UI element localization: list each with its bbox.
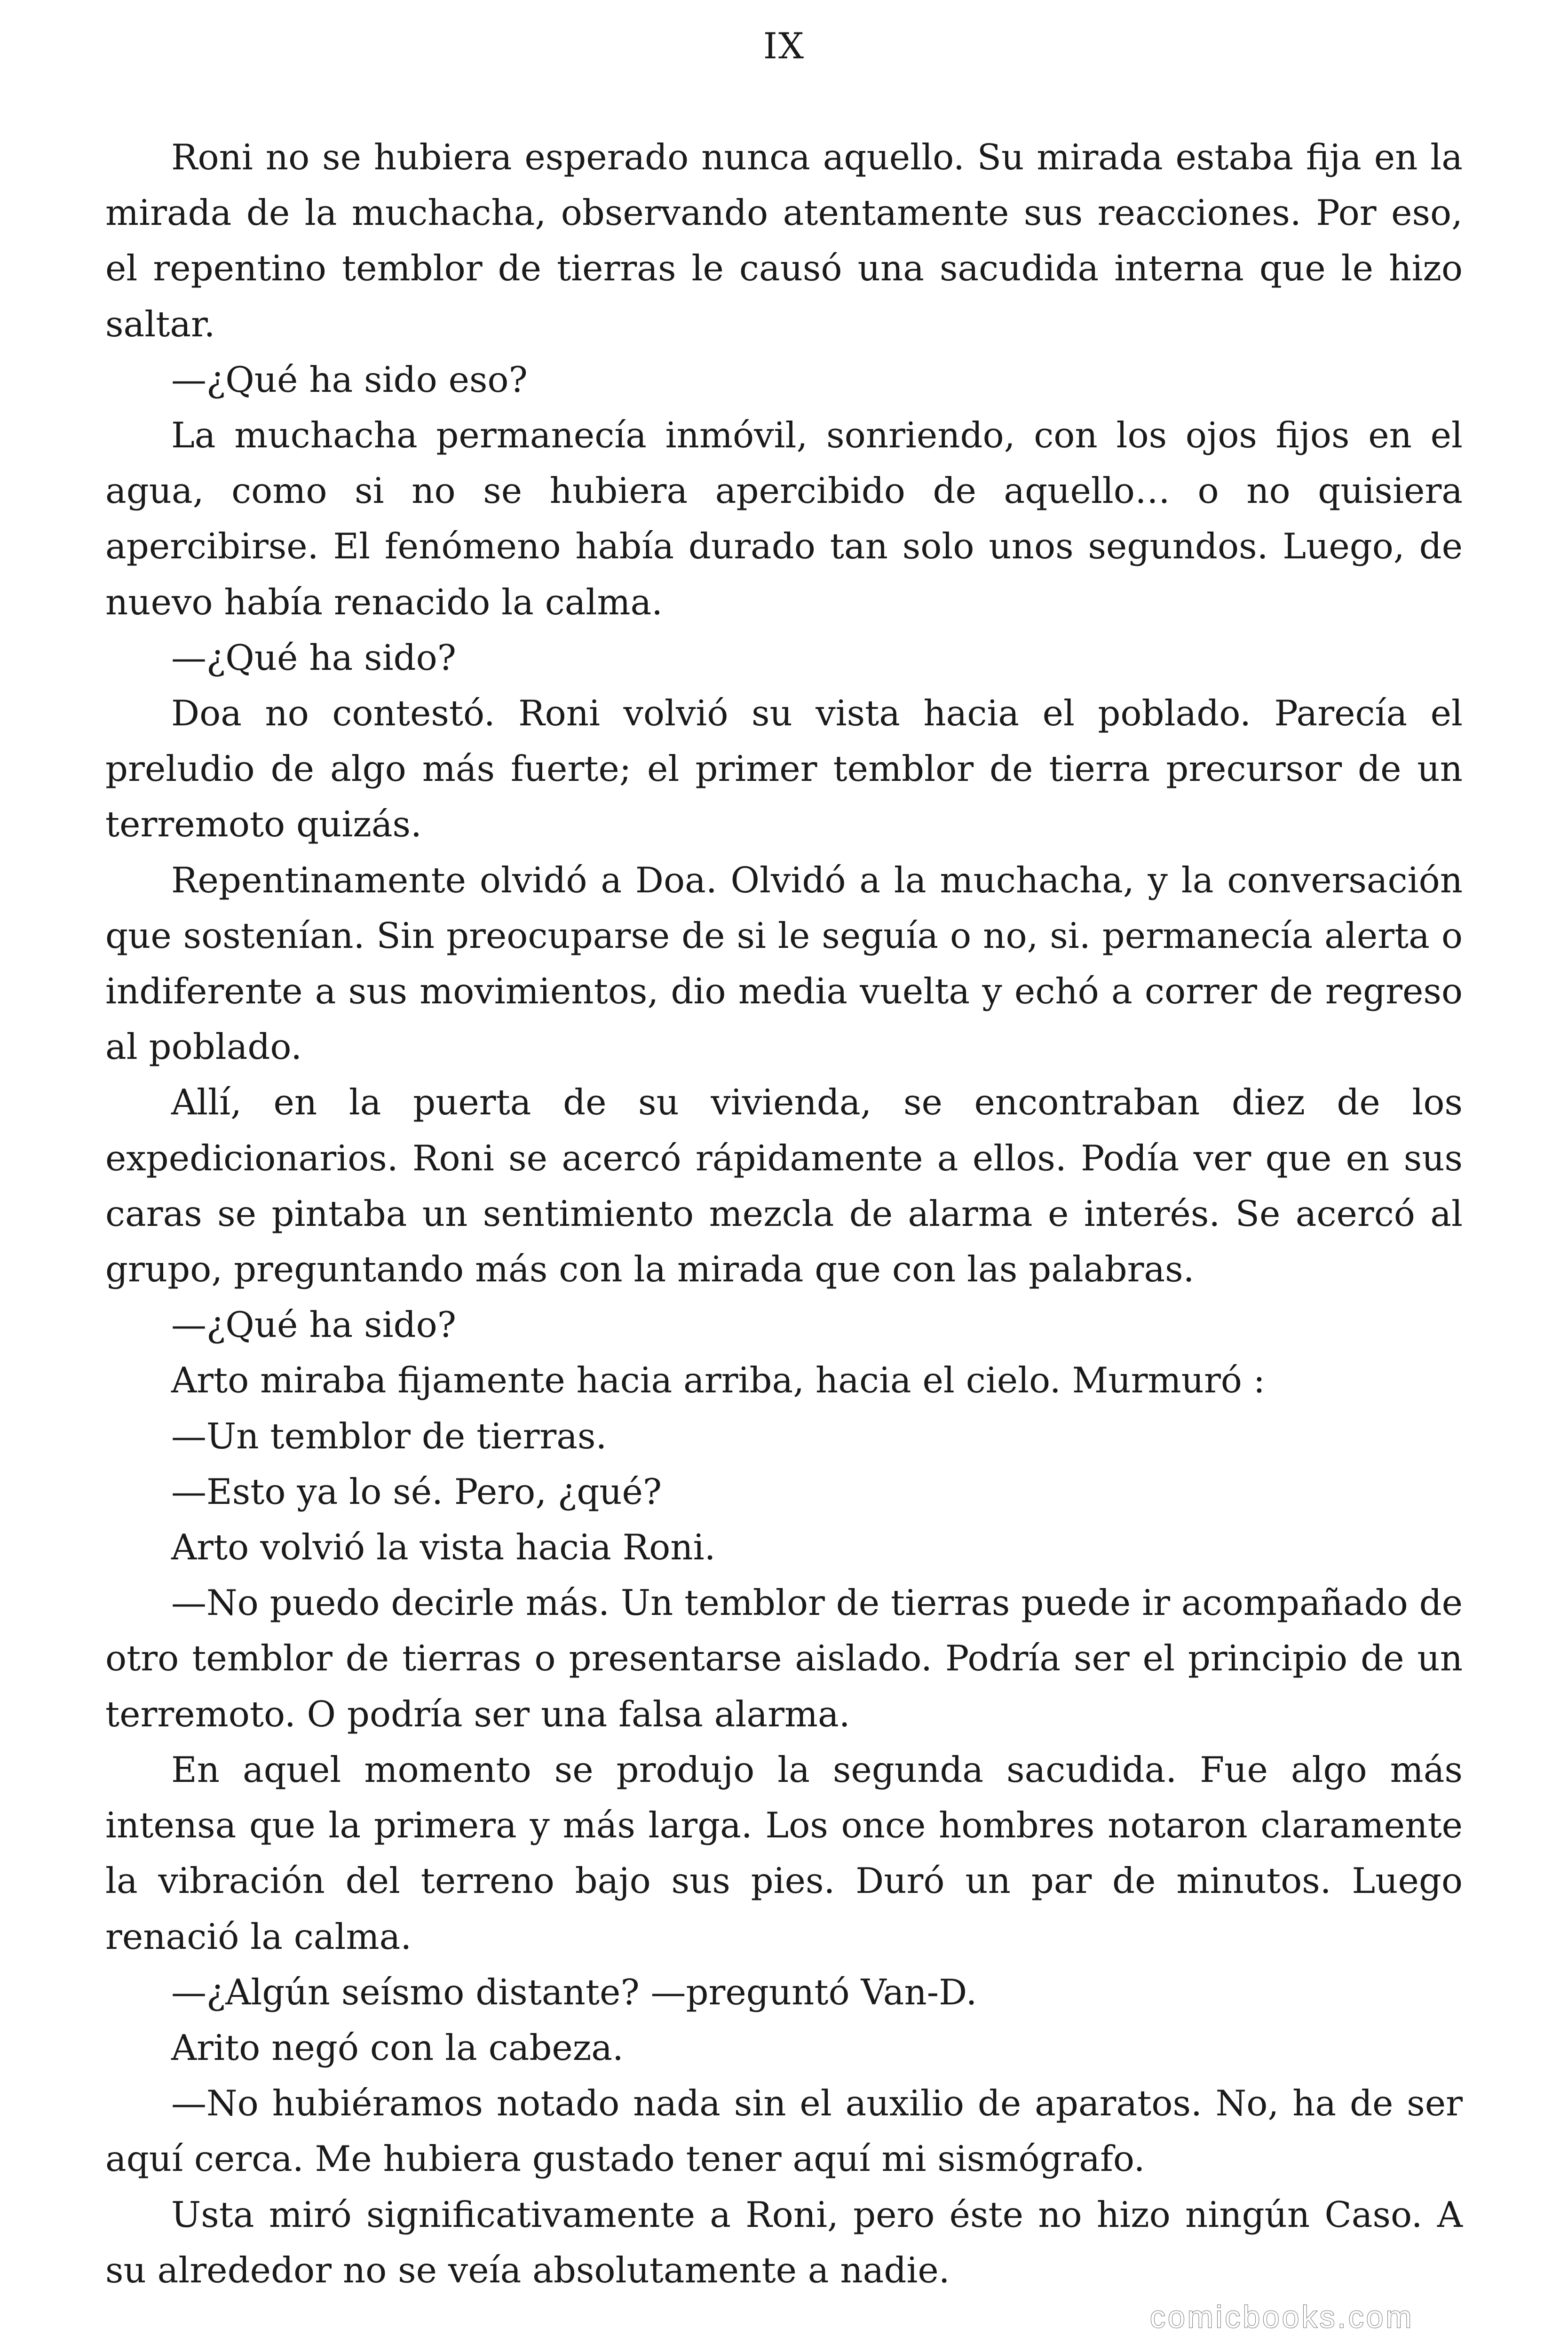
paragraph: La muchacha permanecía inmóvil, sonriendo, con los ojos fijos en el agua, como si no se hubiera apercibido de aquello… o no quisiera apercibirse. El fenómeno había durado tan solo unos segundos. Luego, de nuevo había renacido la calma.	[105, 414, 1463, 623]
dialogue-line: —No hubiéramos notado nada sin el auxilio de aparatos. No, ha de ser aquí cerca. Me hubiera gustado tener aquí mi sismógrafo.	[105, 2082, 1463, 2180]
dialogue-line: —Un temblor de tierras.	[171, 1415, 607, 1457]
chapter-heading: IX	[763, 25, 805, 67]
paragraph: Arto volvió la vista hacia Roni.	[171, 1526, 716, 1568]
dialogue-line: —Esto ya lo sé. Pero, ¿qué?	[171, 1470, 662, 1512]
dialogue-line: —¿Algún seísmo distante? —preguntó Van-D.	[171, 1971, 977, 2013]
dialogue-line: —¿Qué ha sido eso?	[171, 358, 528, 400]
paragraph: Usta miró significativamente a Roni, pero éste no hizo ningún Caso. A su alrededor no se veía absolutamente a nadie.	[105, 2193, 1463, 2291]
paragraph: Doa no contestó. Roni volvió su vista hacia el poblado. Parecía el preludio de algo más fuerte; el primer temblor de tierra precursor de un terremoto quizás.	[105, 692, 1463, 845]
dialogue-line: —¿Qué ha sido?	[171, 1304, 456, 1346]
paragraph: Arito negó con la cabeza.	[171, 2026, 624, 2068]
dialogue-line: —No puedo decirle más. Un temblor de tierras puede ir acompañado de otro temblor de tierras o presentarse aislado. Podría ser el principio de un terremoto. O podría ser una falsa alarma.	[105, 1582, 1463, 1735]
paragraph: Roni no se hubiera esperado nunca aquello. Su mirada estaba fija en la mirada de la muchacha, observando atentamente sus reacciones. Por eso, el repentino temblor de tierras le causó una sacudida interna que le hizo saltar.	[105, 136, 1463, 345]
body-text	[105, 129, 1463, 2298]
paragraph: En aquel momento se produjo la segunda sacudida. Fue algo más intensa que la primera y más larga. Los once hombres notaron claramente la vibración del terreno bajo sus pies. Duró un par de minutos. Luego renació la calma.	[105, 1748, 1463, 1957]
watermark-text: comicbooks.com	[1150, 2299, 1414, 2334]
paragraph: Repentinamente olvidó a Doa. Olvidó a la muchacha, y la conversación que sostenían. Sin preocuparse de si le seguía o no, si. permanecía alerta o indiferente a sus movimientos, dio media vuelta y echó a correr de regreso al poblado.	[105, 859, 1463, 1068]
paragraph: Arto miraba fijamente hacia arriba, hacia el cielo. Murmuró :	[171, 1359, 1266, 1401]
dialogue-line: —¿Qué ha sido?	[171, 636, 456, 678]
paragraph: Allí, en la puerta de su vivienda, se encontraban diez de los expedicionarios. Roni se acercó rápidamente a ellos. Podía ver que en sus caras se pintaba un sentimiento mezcla de alarma e interés. Se acercó al grupo, preguntando más con la mirada que con las palabras.	[105, 1081, 1463, 1290]
